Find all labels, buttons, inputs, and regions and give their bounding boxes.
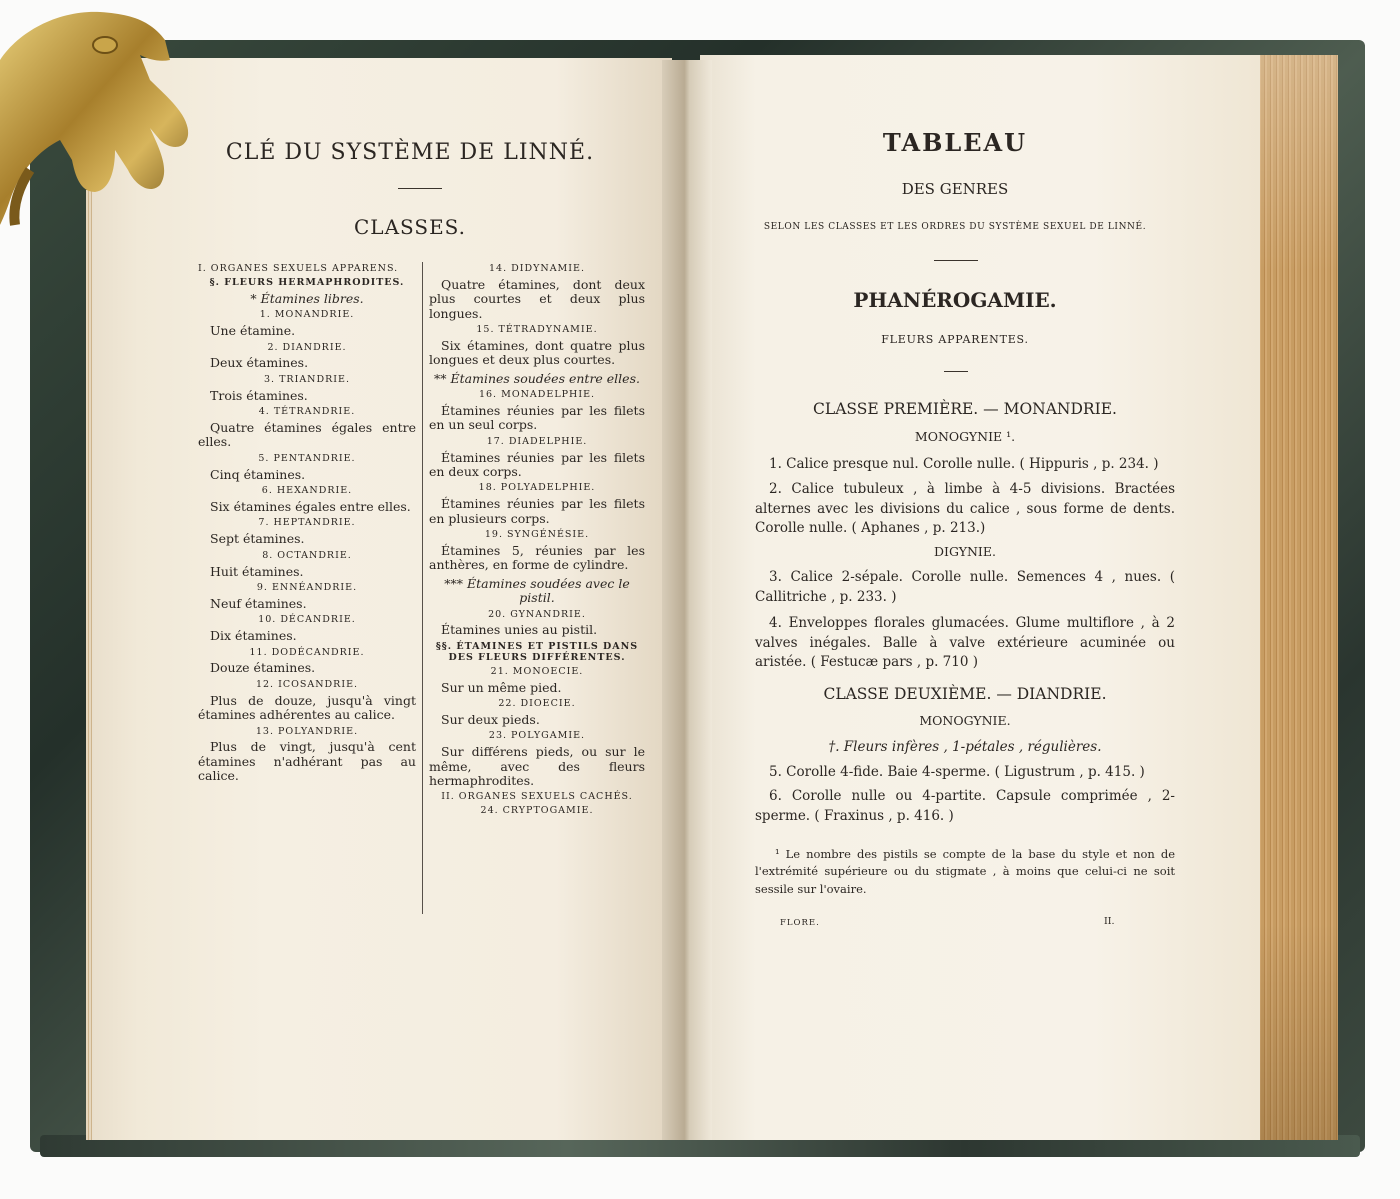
entry-2: 2. Calice tubuleux , à limbe à 4-5 divisions. Bractées alternes avec les divisions du calice , sous forme de dents. Corolle nulle. ( Aphanes , p. 213.) [755,481,1175,537]
classes-entry: 7. HEPTANDRIE. [258,517,356,529]
left-page-subtitle: CLASSES. [353,215,467,239]
classes-entry: Étamines réunies par les filets en deux corps. [429,449,645,480]
title-rule [398,188,442,189]
classes-entry: Étamines 5, réunies par les anthères, en forme de cylindre. [429,543,645,573]
monogynie-heading-1: MONOGYNIE ¹. [914,429,1016,444]
classes-entry: 22. DIOECIE. [498,697,576,709]
column-divider [422,262,423,914]
signature-right: II. [1104,916,1115,927]
classes-entry: 4. TÉTRANDRIE. [258,406,356,418]
entry-3: 3. Calice 2-sépale. Corolle nulle. Semences 4 , nues. ( Callitriche , p. 233. ) [755,569,1175,605]
classes-entry: Huit étamines. [210,563,304,579]
classes-entry: 3. TRIANDRIE. [264,373,350,385]
classes-entry: Étamines unies au pistil. [441,622,598,638]
classes-entry: Quatre étamines, dont deux plus courtes et deux plus longues. [429,276,645,321]
classes-entry: Douze étamines. [210,660,316,676]
right-page-genres: DES GENRES [901,180,1009,198]
brass-hand-icon [0,0,200,230]
signature-left: FLORE. [780,918,820,928]
classes-entry: 5. PENTANDRIE. [258,452,356,464]
classes-entry: Plus de vingt, jusqu'à cent étamines n'adhérant pas au calice. [198,739,416,784]
classes-entry: Sept étamines. [210,531,305,547]
classe-deuxieme-heading: CLASSE DEUXIÈME. — DIANDRIE. [823,685,1107,703]
classe-premiere-heading: CLASSE PREMIÈRE. — MONANDRIE. [813,400,1117,418]
classes-entry: 10. DÉCANDRIE. [258,614,356,626]
book-gutter [662,60,712,1140]
classes-entry: Trois étamines. [210,387,308,403]
classes-entry: Sur un même pied. [441,679,562,695]
classes-entry: 16. MONADELPHIE. [478,389,596,401]
classes-entry: 9. ENNÉANDRIE. [256,581,358,593]
entry-1: 1. Calice presque nul. Corolle nulle. ( Hippuris , p. 234. ) [769,456,1159,472]
classes-entry: §§. ÉTAMINES ET PISTILS DANS DES FLEURS DIFFÉRENTES. [435,640,639,663]
classes-entry: 2. DIANDRIE. [267,341,347,353]
classes-entry: 14. DIDYNAMIE. [489,263,585,274]
classes-entry: *** Étamines soudées avec le pistil. [444,575,630,606]
classes-entry: 19. SYNGÉNÉSIE. [484,529,590,541]
classes-entry: I. ORGANES SEXUELS APPARENS. [198,263,399,274]
classes-entry: Plus de douze, jusqu'à vingt étamines adhérentes au calice. [198,692,416,723]
footnote: ¹ Le nombre des pistils se compte de la base du style et non de l'extrémité supérieure ou du stigmate , à moins que celui-ci ne soit sessile sur l'ovaire. [755,847,1175,896]
classes-entry: 6. HEXANDRIE. [261,485,353,497]
phanerogamie-heading: PHANÉROGAMIE. [853,288,1057,312]
classes-entry: 17. DIADELPHIE. [486,435,588,447]
right-rule-1 [934,260,978,261]
classes-entry: Deux étamines. [210,355,309,371]
classes-entry: Quatre étamines égales entre elles. [198,420,416,450]
classes-entry: II. ORGANES SEXUELS CACHÉS. [441,791,633,803]
classes-entry: 18. POLYADELPHIE. [478,482,596,494]
right-page-title: TABLEAU [882,128,1028,157]
classes-entry: Six étamines, dont quatre plus longues et deux plus courtes. [429,337,645,368]
entry-6: 6. Corolle nulle ou 4-partite. Capsule comprimée , 2-sperme. ( Fraxinus , p. 416. ) [755,788,1175,824]
classes-entry: 12. ICOSANDRIE. [255,678,359,690]
classes-entry: Dix étamines. [210,628,297,644]
classes-entry: 11. DODÉCANDRIE. [249,646,365,658]
right-rule-2 [944,371,968,372]
classes-entry: * Étamines libres. [250,290,364,306]
classes-entry: Neuf étamines. [210,595,307,611]
classes-entry: Sur deux pieds. [441,711,540,727]
classes-entry: Six étamines égales entre elles. [210,499,411,514]
classes-entry: 8. OCTANDRIE. [262,549,352,561]
classes-entry: 24. CRYPTOGAMIE. [480,805,594,817]
classes-column-1 [198,261,416,788]
classes-entry: 21. MONOECIE. [490,665,584,677]
classes-entry: Une étamine. [210,323,296,339]
digynie-heading: DIGYNIE. [934,544,996,559]
dagger-heading: †. Fleurs infères , 1-pétales , régulières. [828,739,1102,755]
entry-5: 5. Corolle 4-fide. Baie 4-sperme. ( Ligustrum , p. 415. ) [769,764,1145,780]
classes-entry: Cinq étamines. [210,466,306,482]
entry-4: 4. Enveloppes florales glumacées. Glume multiflore , à 2 valves inégales. Balle à valve extérieure acuminée ou aristée. ( Festucæ pars , p. 710 ) [755,615,1175,671]
right-page-selon: SELON LES CLASSES ET LES ORDRES DU SYSTÈME SEXUEL DE LINNÉ. [763,222,1147,232]
classes-entry: ** Étamines soudées entre elles. [434,370,640,386]
classes-entry: Étamines réunies par les filets en plusieurs corps. [429,496,645,526]
classes-entry: §. FLEURS HERMAPHRODITES. [209,276,405,288]
monogynie-heading-2: MONOGYNIE. [919,713,1011,728]
classes-column-2 [429,261,645,820]
classes-entry: Sur différens pieds, ou sur le même, avec des fleurs hermaphrodites. [429,744,645,788]
classes-entry: Étamines réunies par les filets en un seul corps. [429,403,645,433]
classes-entry: 23. POLYGAMIE. [488,730,586,742]
classes-entry: 1. MONANDRIE. [259,309,355,321]
fleurs-apparentes: FLEURS APPARENTES. [881,333,1029,346]
classes-entry: 15. TÉTRADYNAMIE. [476,324,598,336]
left-page-title: CLÉ DU SYSTÈME DE LINNÉ. [225,140,595,165]
classes-entry: 20. GYNANDRIE. [488,608,586,620]
classes-entry: 13. POLYANDRIE. [255,725,359,737]
